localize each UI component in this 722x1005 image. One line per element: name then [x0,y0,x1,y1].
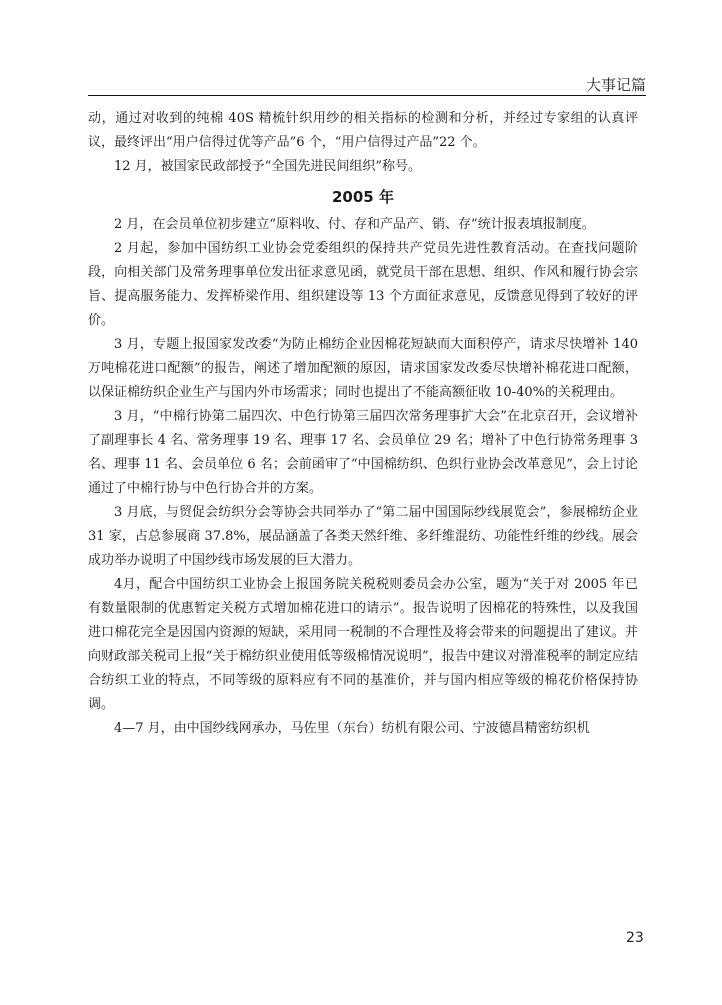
header-rule [88,95,646,96]
paragraph-mar-report: 3 月，专题上报国家发改委“为防止棉纺企业因棉花短缺而大面积停产，请求尽快增补 140 万吨棉花进口配额”的报告，阐述了增加配额的原因，请求国家发改委尽快增补棉花进口配额，以保证棉纺织企业生产与国内外市场需求；同时也提出了不能高额征收 10-40%的关税理由。 [88,337,638,400]
page-body [88,107,638,741]
paragraph-feb-statistics: 2 月，在会员单位初步建立“原料收、付、存和产品产、销、存”统计报表填报制度。 [114,217,595,232]
section-heading-2005: 2005 年 [332,188,394,206]
paragraph-apr-jul: 4—7 月，由中国纱线网承办，马佐里（东台）纺机有限公司、宁波德昌精密纺织机 [114,721,590,736]
paragraph-december: 12 月，被国家民政部授予“全国先进民间组织”称号。 [114,159,421,174]
paragraph-feb-education: 2 月起，参加中国纺织工业协会党委组织的保持共产党员先进性教育活动。在查找问题阶段，向相关部门及常务理事单位发出征求意见函，就党员干部在思想、组织、作风和履行协会宗旨、提高服务能力、发挥桥梁作用、组织建设等 13 个方面征求意见，反馈意见得到了较好的评价。 [88,241,638,328]
paragraph-continued: 动，通过对收到的纯棉 40S 精梳针织用纱的相关指标的检测和分析，并经过专家组的认真评议，最终评出“用户信得过优等产品”6 个，“用户信得过产品”22 个。 [88,111,638,150]
paragraph-mar-meeting: 3 月，“中棉行协第二届四次、中色行协第三届四次常务理事扩大会”在北京召开，会议增补了副理事长 4 名、常务理事 19 名、理事 17 名、会员单位 29 名；增补了中色行协常务理事 3 名、理事 11 名、会员单位 6 名；会前函审了“中国棉纺织、色织行业协会改革意见”，会上讨论通过了中棉行协与中色行协合并的方案。 [88,409,638,496]
paragraph-mar-exhibition: 3 月底，与贸促会纺织分会等协会共同举办了“第二届中国国际纱线展览会”，参展棉纺企业 31 家，占总参展商 37.8%，展品涵盖了各类天然纤维、多纤维混纺、功能性纤维的纱线。展会成功举办说明了中国纱线市场发展的巨大潜力。 [88,505,638,568]
running-header [88,70,646,96]
header-title: 大事记篇 [585,76,646,94]
page-number: 23 [626,930,644,946]
paragraph-apr-tariff: 4月，配合中国纺织工业协会上报国务院关税税则委员会办公室，题为“关于对 2005 年已有数量限制的优惠暂定关税方式增加棉花进口的请示”。报告说明了因棉花的特殊性，以及我国进口棉花完全是因国内资源的短缺，采用同一税制的不合理性及将会带来的问题提出了建议。并向财政部关税司上报“关于棉纺织业使用低等级棉情况说明”，报告中建议对滑准税率的制定应结合纺织工业的特点，不同等级的原料应有不同的基准价，并与国内相应等级的棉花价格保持协调。 [88,577,638,712]
